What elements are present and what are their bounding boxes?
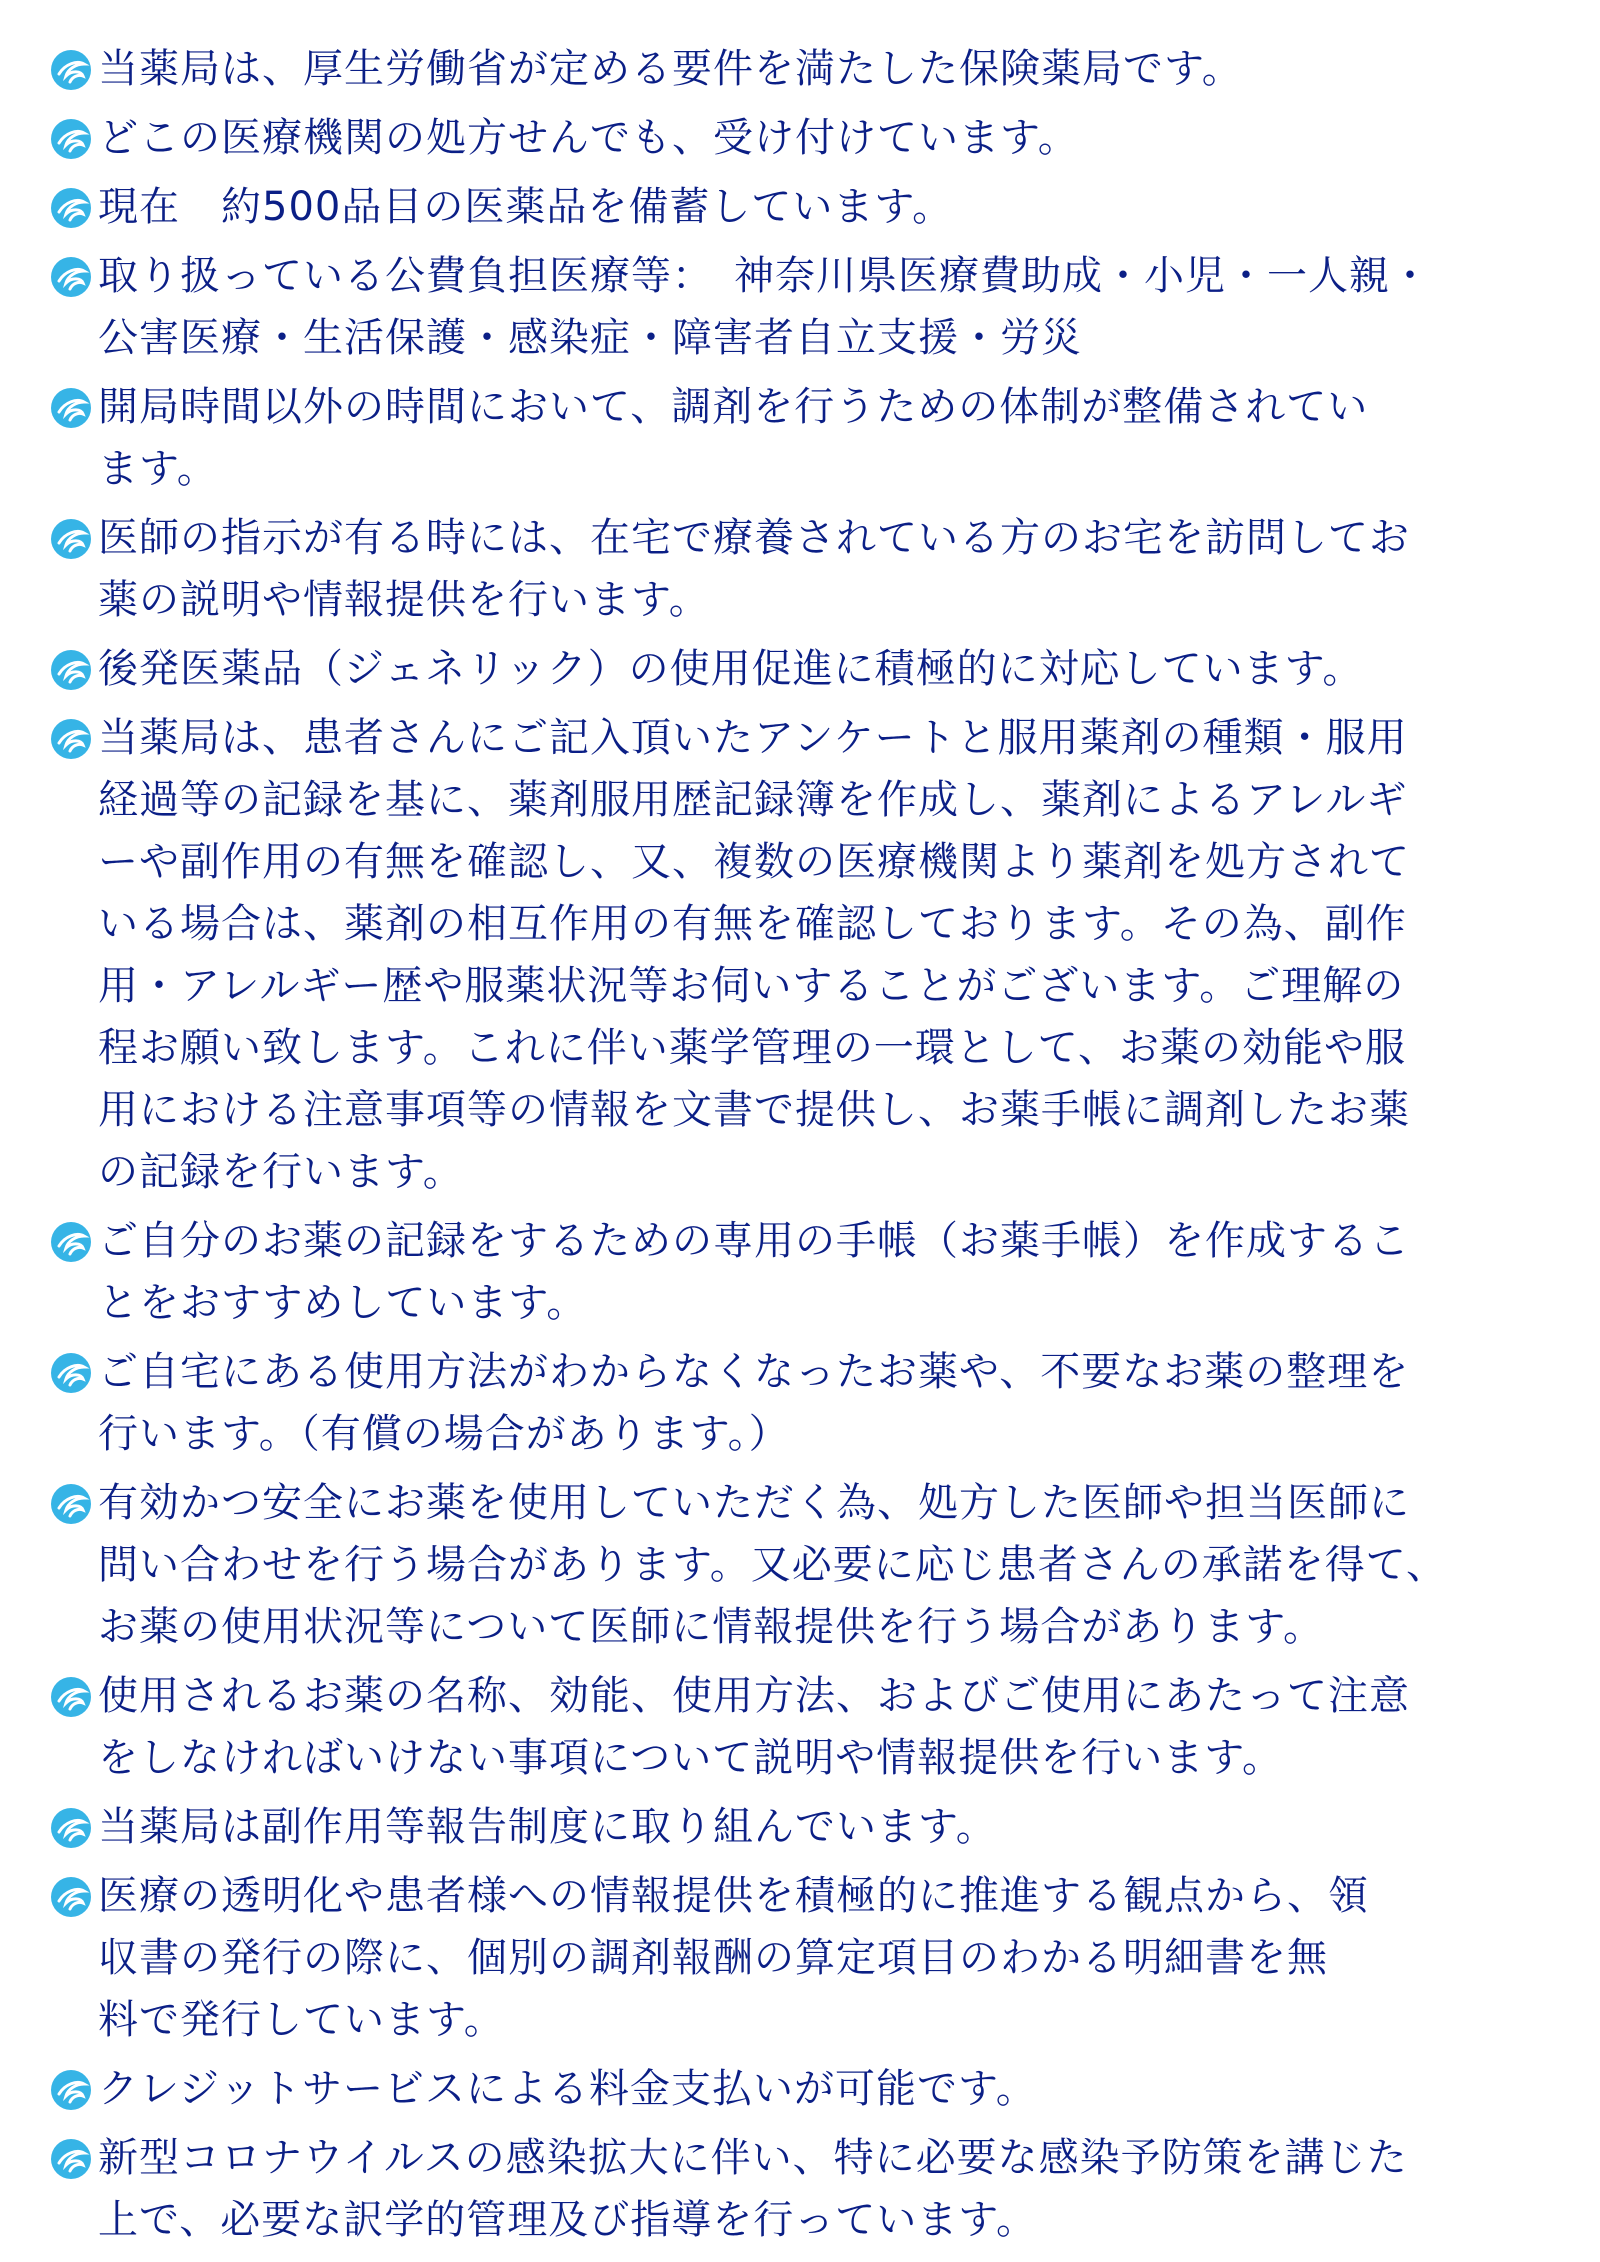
swirl-bullet-icon [48,1219,94,1265]
swirl-bullet-icon [48,1350,94,1396]
swirl-bullet-icon [48,647,94,693]
swirl-bullet-icon [48,1874,94,1920]
notice-text-line: 薬の説明や情報提供を行います。 [98,577,710,623]
notice-item [48,2127,1578,2251]
swirl-bullet-icon [48,185,94,231]
notice-item [48,507,1578,631]
notice-text-line: いる場合は、薬剤の相互作用の有無を確認しております。その為、副作 [98,901,1407,947]
notice-text-line: 公害医療・生活保護・感染症・障害者自立支援・労災 [98,315,1082,361]
notice-text-line: 収書の発行の際に、個別の調剤報酬の算定項目のわかる明細書を無 [98,1935,1328,1981]
notice-text-line: とをおすすめしています。 [98,1280,588,1326]
notice-item [48,1210,1578,1334]
swirl-bullet-icon [48,2067,94,2113]
notice-item [48,2058,1578,2120]
notice-text-line: 使用されるお薬の名称、効能、使用方法、およびご使用にあたって注意 [98,1673,1410,1719]
notice-text-line: 経過等の記録を基に、薬剤服用歴記録簿を作成し、薬剤によるアレルギ [98,777,1408,823]
swirl-bullet-icon [48,1674,94,1720]
notice-text-line: 当薬局は、厚生労働省が定める要件を満たした保険薬局です。 [98,46,1243,92]
notice-text-line: 有効かつ安全にお薬を使用していただく為、処方した医師や担当医師に [98,1480,1410,1526]
notice-text-line: 取り扱っている公費負担医療等： 神奈川県医療費助成・小児・一人親・ [98,253,1431,299]
swirl-bullet-icon [48,254,94,300]
swirl-bullet-icon [48,716,94,762]
notice-text-line: クレジットサービスによる料金支払いが可能です。 [98,2066,1037,2112]
notice-text-line: 新型コロナウイルスの感染拡大に伴い、特に必要な感染予防策を講じた [98,2135,1408,2181]
notice-item [48,1472,1578,1658]
notice-item [48,176,1578,238]
notice-text-line: 用における注意事項等の情報を文書で提供し、お薬手帳に調剤したお薬 [98,1087,1410,1133]
notice-item [48,638,1578,700]
notice-text-line: 程お願い致します。これに伴い薬学管理の一環として、お薬の効能や服 [98,1025,1406,1071]
notice-text-line: 料で発行しています。 [98,1997,505,2043]
notice-item [48,245,1578,369]
swirl-bullet-icon [48,2136,94,2182]
notice-text-line: 後発医薬品（ジェネリック）の使用促進に積極的に対応しています。 [98,646,1364,692]
notice-item [48,1665,1578,1789]
notice-text-line: ご自宅にある使用方法がわからなくなったお薬や、不要なお薬の整理を [98,1349,1410,1395]
notice-text-line: 行います。（有償の場合があります。） [98,1411,790,1457]
notice-text-line: ーや副作用の有無を確認し、又、複数の医療機関より薬剤を処方されて [98,839,1410,885]
notice-item [48,1341,1578,1465]
notice-text-line: 問い合わせを行う場合があります。又必要に応じ患者さんの承諾を得て、 [98,1542,1447,1588]
notice-text-line: 医療の透明化や患者様への情報提供を積極的に推進する観点から、領 [98,1873,1369,1919]
swirl-bullet-icon [48,385,94,431]
notice-item [48,376,1578,500]
swirl-bullet-icon [48,1481,94,1527]
notice-text-line: ます。 [98,446,218,492]
notice-text-line: 開局時間以外の時間において、調剤を行うための体制が整備されてい [98,384,1369,430]
notice-item [48,1865,1578,2051]
notice-item [48,707,1578,1203]
swirl-bullet-icon [48,47,94,93]
notice-item [48,38,1578,100]
notice-text-line: お薬の使用状況等について医師に情報提供を行う場合があります。 [98,1604,1324,1650]
notice-text-line: ご自分のお薬の記録をするための専用の手帳（お薬手帳）を作成するこ [98,1218,1410,1264]
pharmacy-notice-list [48,38,1578,2258]
swirl-bullet-icon [48,116,94,162]
notice-item [48,107,1578,169]
notice-text-line: 現在 約500品目の医薬品を備蓄しています。 [98,184,954,230]
swirl-bullet-icon [48,1805,94,1851]
notice-item [48,1796,1578,1858]
swirl-bullet-icon [48,516,94,562]
notice-text-line: 医師の指示が有る時には、在宅で療養されている方のお宅を訪問してお [98,515,1410,561]
notice-text-line: 当薬局は副作用等報告制度に取り組んでいます。 [98,1804,997,1850]
notice-text-line: どこの医療機関の処方せんでも、受け付けています。 [98,115,1079,161]
notice-text-line: の記録を行います。 [98,1149,464,1195]
notice-text-line: 上で、必要な訳学的管理及び指導を行っています。 [98,2197,1037,2243]
notice-text-line: 当薬局は、患者さんにご記入頂いたアンケートと服用薬剤の種類・服用 [98,715,1408,761]
notice-text-line: をしなければいけない事項について説明や情報提供を行います。 [98,1735,1283,1781]
notice-text-line: 用・アレルギー歴や服薬状況等お伺いすることがございます。ご理解の [98,963,1405,1009]
